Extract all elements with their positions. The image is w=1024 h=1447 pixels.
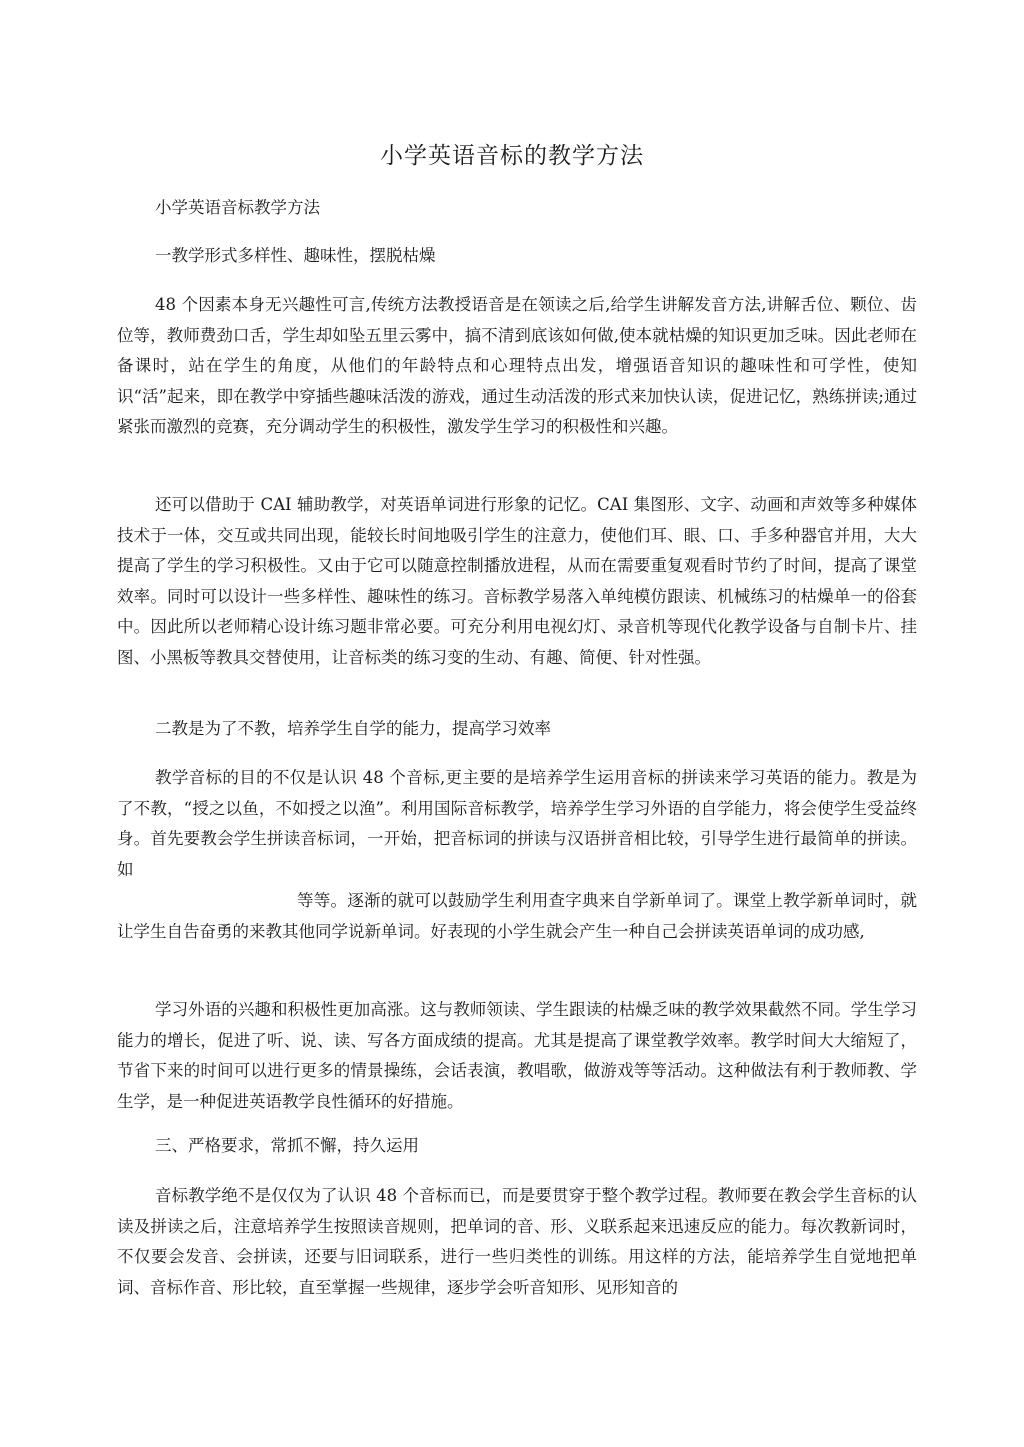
paragraph-3: 教学音标的目的不仅是认识 48 个音标,更主要的是培养学生运用音标的拼读来学习英语的能力。教是为了不教，“授之以鱼，不如授之以渔”。利用国际音标教学，培养学生学习外语的自学能力，将会使学生受益终身。首先要教会学生拼读音标词，一开始，把音标词的拼读与汉语拼音相比较，引导学生进行最简单的拼读。如 (117, 768, 917, 879)
paragraph-4: 学习外语的兴趣和积极性更加高涨。这与教师领读、学生跟读的枯燥乏味的教学效果截然不同。学生学习能力的增长，促进了听、说、读、写各方面成绩的提高。尤其是提高了课堂教学效率。教学时间大大缩短了，节省下来的时间可以进行更多的情景操练，会话表演，教唱歌，做游戏等等活动。这种做法有利于教师教、学生学，是一种促进英语教学良性循环的好措施。 (117, 1000, 917, 1111)
document-title: 小学英语音标的教学方法 (380, 143, 644, 169)
document-subtitle: 小学英语音标教学方法 (155, 198, 320, 217)
section-heading-1: 一教学形式多样性、趣味性，摆脱枯燥 (155, 246, 436, 265)
paragraph-2: 还可以借助于 CAI 辅助教学，对英语单词进行形象的记忆。CAI 集图形、文字、动画和声效等多种媒体技术于一体，交互或共同出现，能较长时间地吸引学生的注意力，使他们耳、眼、口、手多种器官并用，大大提高了学生的学习积极性。又由于它可以随意控制播放进程，从而在需要重复观看时节约了时间，提高了课堂效率。同时可以设计一些多样性、趣味性的练习。音标教学易落入单纯模仿跟读、机械练习的枯燥单一的俗套中。因此所以老师精心设计练习题非常必要。可充分利用电视幻灯、录音机等现代化教学设备与自制卡片、挂图、小黑板等教具交替使用，让音标类的练习变的生动、有趣、简便、针对性强。 (117, 495, 917, 667)
paragraph-5: 音标教学绝不是仅仅为了认识 48 个音标而已，而是要贯穿于整个教学过程。教师要在教会学生音标的认读及拼读之后，注意培养学生按照读音规则，把单词的音、形、义联系起来迅速反应的能力。每次教新词时，不仅要会发音、会拼读，还要与旧词联系，进行一些归类性的训练。用这样的方法，能培养学生自觉地把单词、音标作音、形比较，直至掌握一些规律，逐步学会听音知形、见形知音的 (117, 1186, 917, 1297)
section-heading-2: 二教是为了不教，培养学生自学的能力，提高学习效率 (155, 719, 551, 738)
paragraph-1: 48 个因素本身无兴趣性可言,传统方法教授语音是在领读之后,给学生讲解发音方法,讲解舌位、颗位、齿位等，教师费劲口舌，学生却如坠五里云雾中，搞不清到底该如何做,使本就枯燥的知识更加乏味。因此老师在备课时，站在学生的角度，从他们的年龄特点和心理特点出发，增强语音知识的趣味性和可学性，使知识“活”起来，即在教学中穿插些趣味活泼的游戏，通过生动活泼的形式来加快认读，促进记忆，熟练拼读;通过紧张而激烈的竞赛，充分调动学生的积极性，激发学生学习的积极性和兴趣。 (117, 295, 917, 436)
section-heading-3: 三、严格要求，常抓不懈，持久运用 (155, 1136, 419, 1155)
paragraph-3-continuation: 等等。逐渐的就可以鼓励学生利用查字典来自学新单词了。课堂上教学新单词时，就让学生自告奋勇的来教其他同学说新单词。好表现的小学生就会产生一种自己会拼读英语单词的成功感, (117, 891, 917, 941)
